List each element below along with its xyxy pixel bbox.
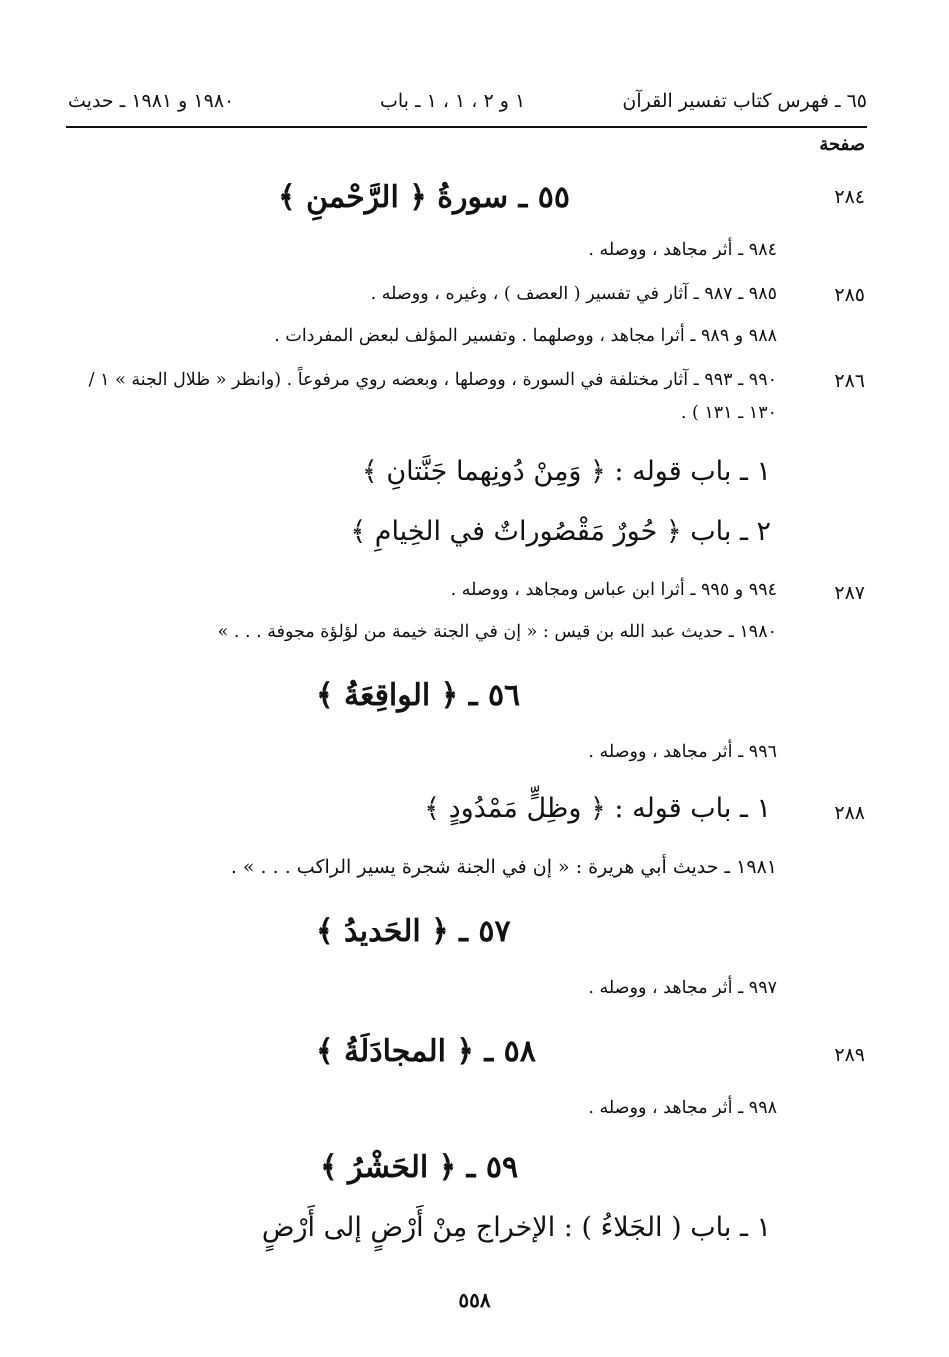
- header-hadith-range: ١٩٨٠ و ١٩٨١ ـ حديث: [68, 90, 235, 112]
- header-chapter-range: ١ و ٢ ، ١ ، ١ ـ باب: [380, 90, 526, 112]
- index-entry: ٩٨٥ ـ ٩٨٧ ـ آثار في تفسير ( العصف ) ، وغيره ، ووصله .: [370, 284, 777, 304]
- surah-heading: ٥٩ ـ ﴿ الحَشْرُ ﴾: [320, 1150, 519, 1185]
- surah-heading: ٥٨ ـ ﴿ المجادَلَةُ ﴾: [316, 1034, 536, 1069]
- bab-heading: ١ ـ باب ( الجَلاءُ ) : الإخراج مِنْ أَرْضٍ إلى أَرْضٍ: [261, 1212, 771, 1243]
- page-ref: ٢٨٥: [834, 284, 865, 306]
- page-ref: ٢٨٨: [834, 802, 865, 824]
- bab-heading: ١ ـ باب قوله : ﴿ وظِلٍّ مَمْدُودٍ ﴾: [424, 793, 771, 824]
- header-rule: [66, 126, 867, 128]
- index-entry: ٩٨٤ ـ أثر مجاهد ، ووصله .: [588, 240, 777, 260]
- page-ref: ٢٨٩: [834, 1044, 865, 1066]
- bab-heading: ١ ـ باب قوله : ﴿ وَمِنْ دُونِهما جَنَّتانِ ﴾: [361, 456, 771, 487]
- index-entry: ٩٩٦ ـ أثر مجاهد ، ووصله .: [588, 742, 777, 762]
- page-ref: ٢٨٦: [834, 370, 865, 392]
- index-entry: ٩٩٠ ـ ٩٩٣ ـ آثار مختلفة في السورة ، ووصلها ، وبعضه روي مرفوعاً . (وانظر « ظلال الجنة » ١ /١٣٠ ـ ١٣١ ) .: [88, 370, 777, 423]
- hadith-entry: ١٩٨١ ـ حديث أبي هريرة : « إن في الجنة شجرة يسير الراكب . . . » .: [230, 856, 777, 878]
- index-entry: ٩٩٤ و ٩٩٥ ـ أثرا ابن عباس ومجاهد ، ووصله .: [450, 580, 777, 600]
- index-entry: ٩٩٨ ـ أثر مجاهد ، ووصله .: [588, 1098, 777, 1118]
- surah-heading: ٥٧ ـ ﴿ الحَديدُ ﴾: [316, 914, 511, 949]
- page-ref: ٢٨٤: [834, 186, 865, 208]
- surah-heading: ٥٥ ـ سورةُ ﴿ الرَّحْمنِ ﴾: [278, 180, 570, 215]
- page-ref: ٢٨٧: [834, 582, 865, 604]
- index-entry: ٩٩٧ ـ أثر مجاهد ، ووصله .: [588, 978, 777, 998]
- hadith-entry: ١٩٨٠ ـ حديث عبد الله بن قيس : « إن في الجنة خيمة من لؤلؤة مجوفة . . . »: [217, 622, 777, 642]
- page-number: ٥٥٨: [458, 1288, 491, 1312]
- bab-heading: ٢ ـ باب ﴿ حُورٌ مَقْصُوراتٌ في الخِيامِ ﴾: [350, 516, 771, 547]
- surah-heading: ٥٦ ـ ﴿ الواقِعَةُ ﴾: [316, 678, 521, 713]
- page-column-label: صفحة: [819, 134, 865, 155]
- header-book-title: ٦٥ ـ فهرس كتاب تفسير القرآن: [622, 90, 867, 112]
- index-entry: ٩٨٨ و ٩٨٩ ـ أثرا مجاهد ، ووصلهما . وتفسير المؤلف لبعض المفردات .: [274, 326, 777, 346]
